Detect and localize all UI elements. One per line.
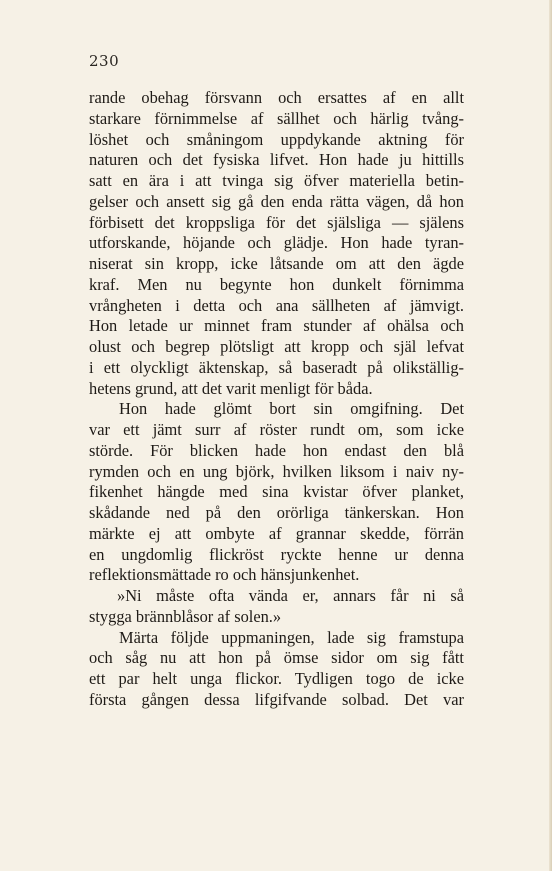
text-line: skådande ned på den orörliga tänkerskan. Hon [89, 503, 464, 522]
text-line: reflektionsmättade ro och hänsjunkenhet. [89, 565, 360, 585]
text-line: rande obehag försvann och ersattes af en allt [89, 88, 464, 107]
text-line: och såg nu att hon på ömse sidor om sig fått [89, 648, 464, 668]
text-line: stygga brännblåsor af solen.» [89, 606, 282, 626]
text-line: var ett jämt surr af röster rundt om, som icke [89, 420, 464, 439]
text-line: naturen och det fysiska lifvet. Hon hade ju hittills [89, 150, 464, 170]
text-line: niserat sin kropp, icke låtsande om att den ägde [89, 254, 464, 273]
text-line: starkare förnimmelse af sällhet och härlig tvång- [89, 108, 464, 128]
body-text [89, 88, 464, 711]
text-line: Hon hade glömt bort sin omgifning. Det [119, 399, 464, 419]
text-line: ett par helt unga flickor. Tydligen togo de icke [89, 669, 464, 688]
text-line: olust och begrep plötsligt att kropp och själ lefvat [89, 337, 464, 356]
page-number: 230 [89, 52, 120, 70]
text-line: fikenhet hängde med sina kvistar öfver planket, [89, 482, 464, 502]
text-line: löshet och småningom uppdykande aktning för [89, 129, 464, 149]
text-line: Hon letade ur minnet fram stunder af ohälsa och [89, 316, 464, 336]
text-line: en ungdomlig flickröst ryckte henne ur denna [89, 544, 464, 564]
text-line: gelser och ansett sig gå den enda rätta vägen, då hon [89, 191, 464, 211]
text-line: utforskande, höjande och glädje. Hon hade tyran- [89, 233, 464, 253]
text-line: hetens grund, att det varit menligt för båda. [89, 378, 373, 398]
text-line: märkte ej att ombyte af grannar skedde, förrän [89, 523, 464, 543]
text-line: första gången dessa lifgifvande solbad. Det var [89, 689, 464, 709]
text-line: förbisett det kroppsliga för det själsliga — själens [89, 212, 464, 232]
text-line: kraf. Men nu begynte hon dunkelt förnimma [89, 274, 464, 294]
text-line: störde. För blicken hade hon endast den blå [89, 440, 464, 460]
text-line: rymden och en ung björk, hvilken liksom i naiv ny- [89, 461, 464, 481]
text-line: Märta följde uppmaningen, lade sig framstupa [119, 627, 464, 647]
text-line: i ett olyckligt äktenskap, så baseradt på olikställig- [89, 357, 464, 377]
text-line: vrångheten i detta och ana sällheten af jämvigt. [89, 295, 464, 315]
text-line: satt en ära i att tvinga sig öfver materiella betin- [89, 171, 464, 190]
text-line: »Ni måste ofta vända er, annars får ni så [117, 586, 464, 605]
